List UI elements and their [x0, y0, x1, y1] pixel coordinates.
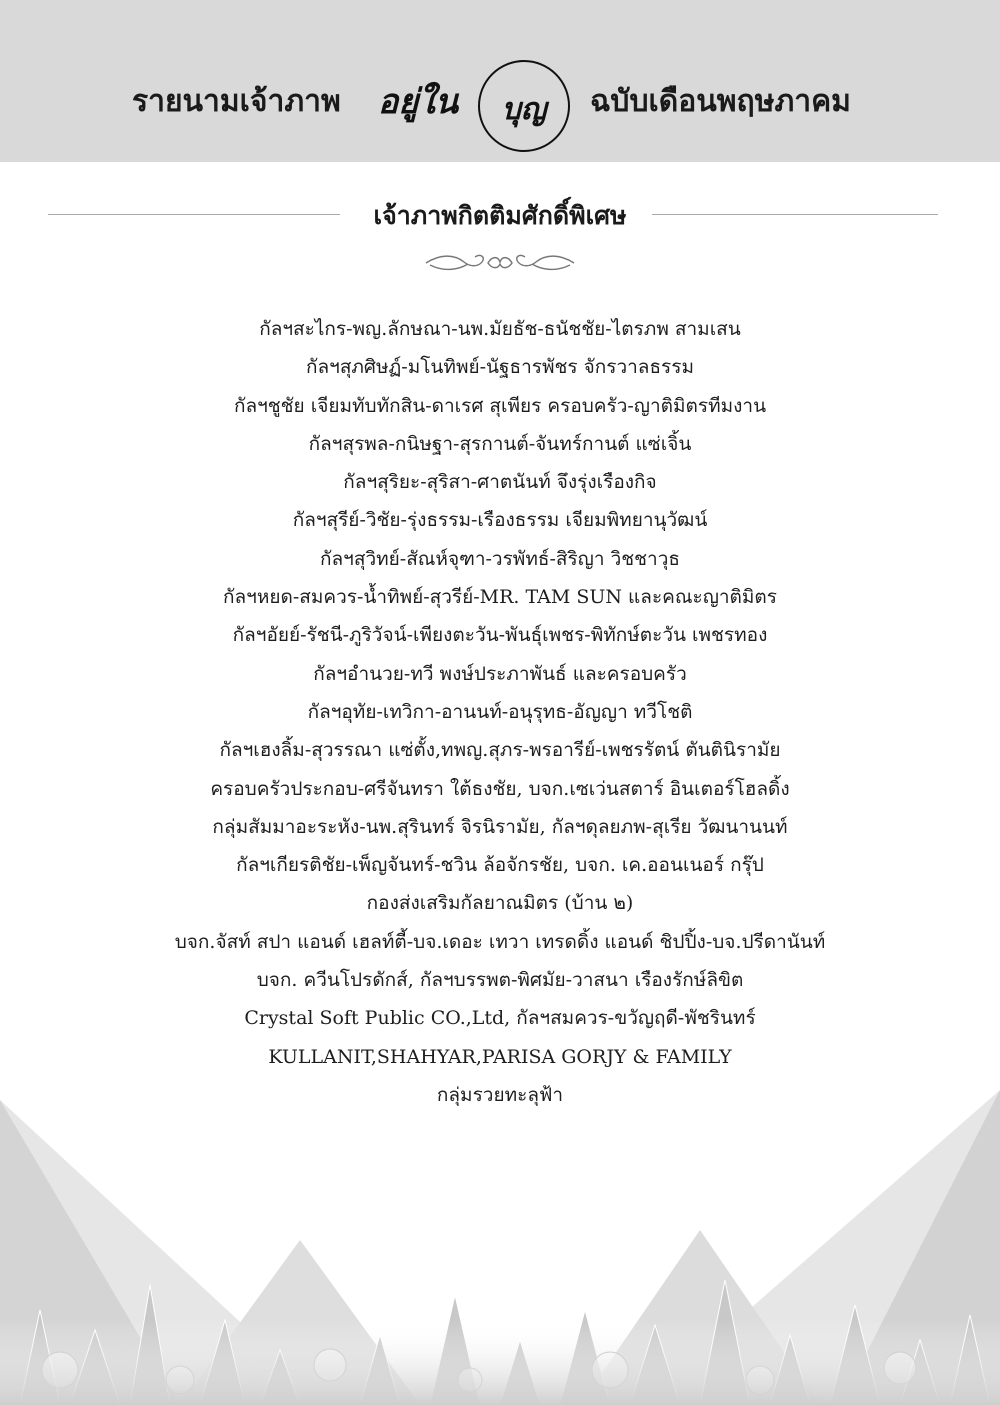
list-item: บจก.จัสท์ สปา แอนด์ เฮลท์ตี้-บจ.เดอะ เทวา เทรดดิ้ง แอนด์ ชิปปิ้ง-บจ.ปรีดานันท์ [174, 930, 826, 953]
flourish-ornament-icon [420, 248, 580, 278]
list-item: ครอบครัวประกอบ-ศรีจันทรา ใต้ธงชัย, บจก.เซเว่นสตาร์ อินเตอร์โฮลดิ้ง [210, 777, 790, 800]
logo-word: อยู่ใน [377, 82, 459, 122]
list-item: KULLANIT,SHAHYAR,PARISA GORJY & FAMILY [268, 1045, 732, 1068]
list-item: บจก. ควีนโปรดักส์, กัลฯบรรพต-พิศมัย-วาสนา เรืองรักษ์ลิขิต [256, 969, 744, 992]
logo-circle-text: บุญ [501, 92, 547, 127]
list-item: กองส่งเสริมกัลยาณมิตร (บ้าน ๒) [366, 892, 634, 915]
list-item: Crystal Soft Public CO.,Ltd, กัลฯสมควร-ขวัญฤดี-พัชรินทร์ [244, 1007, 756, 1030]
list-item: กัลฯสะไกร-พญ.ลักษณา-นพ.มัยธัช-ธนัชชัย-ไตรภพ สามเสน [259, 318, 741, 340]
list-item: กัลฯสุรพล-กนิษฐา-สุรกานต์-จันทร์กานต์ แซ่เจิ้น [308, 432, 692, 455]
list-item: กัลฯหยด-สมควร-น้ำทิพย์-สุวรีย์-MR. TAM SUN และคณะญาติมิตร [223, 586, 777, 609]
header-right-title: ฉบับเดือนพฤษภาคม [590, 84, 851, 119]
list-item: กลุ่มรวยทะลุฟ้า [436, 1083, 564, 1106]
list-item: กัลฯสุวิทย์-สัณห์จุฑา-วรพัทธ์-สิริญา วิชชาวุธ [320, 547, 680, 570]
list-item: กัลฯสุภศิษฏ์-มโนทิพย์-นัฐธารพัชร จักรวาลธรรม [306, 356, 694, 379]
publication-logo [362, 58, 574, 158]
list-item: กัลฯอัยย์-รัชนี-ภูริวัจน์-เพียงตะวัน-พันธุ์เพชร-พิทักษ์ตะวัน เพชรทอง [232, 624, 768, 647]
honorary-host-list [80, 310, 920, 1114]
crystal-mountain-background [0, 1080, 1000, 1405]
header [0, 58, 1000, 142]
list-item: กัลฯสุรีย์-วิชัย-รุ่งธรรม-เรืองธรรม เจียมพิทยานุวัฒน์ [292, 509, 708, 532]
section-rule-left [48, 214, 340, 215]
list-item: กัลฯชูชัย เจียมทับทักสิน-ดาเรศ สุเพียร ครอบครัว-ญาติมิตรทีมงาน [233, 394, 767, 417]
list-item: กัลฯอุทัย-เทวิกา-อานนท์-อนุรุทธ-อัญญา ทวีโชติ [307, 700, 693, 723]
section-rule-right [652, 214, 938, 215]
list-item: กัลฯสุริยะ-สุริสา-ศาตนันท์ จึงรุ่งเรืองกิจ [343, 471, 657, 494]
footer-fade [0, 1320, 1000, 1405]
list-item: กัลฯเฮงลิ้ม-สุวรรณา แซ่ตั้ง,ทพญ.สุภร-พรอารีย์-เพชรรัตน์ ตันตินิรามัย [219, 739, 781, 762]
list-item: กัลฯเกียรติชัย-เพ็ญจันทร์-ชวิน ล้อจักรชัย, บจก. เค.ออนเนอร์ กรุ๊ป [236, 854, 764, 877]
list-item: กลุ่มสัมมาอะระหัง-นพ.สุรินทร์ จิรนิรามัย, กัลฯดุลยภพ-สุเรีย วัฒนานนท์ [212, 815, 788, 838]
list-item: กัลฯอำนวย-ทวี พงษ์ประภาพันธ์ และครอบครัว [313, 662, 687, 685]
logo-circle [478, 60, 570, 152]
header-left-title: รายนามเจ้าภาพ [132, 84, 341, 119]
section-title: เจ้าภาพกิตติมศักดิ์พิเศษ [373, 201, 627, 230]
